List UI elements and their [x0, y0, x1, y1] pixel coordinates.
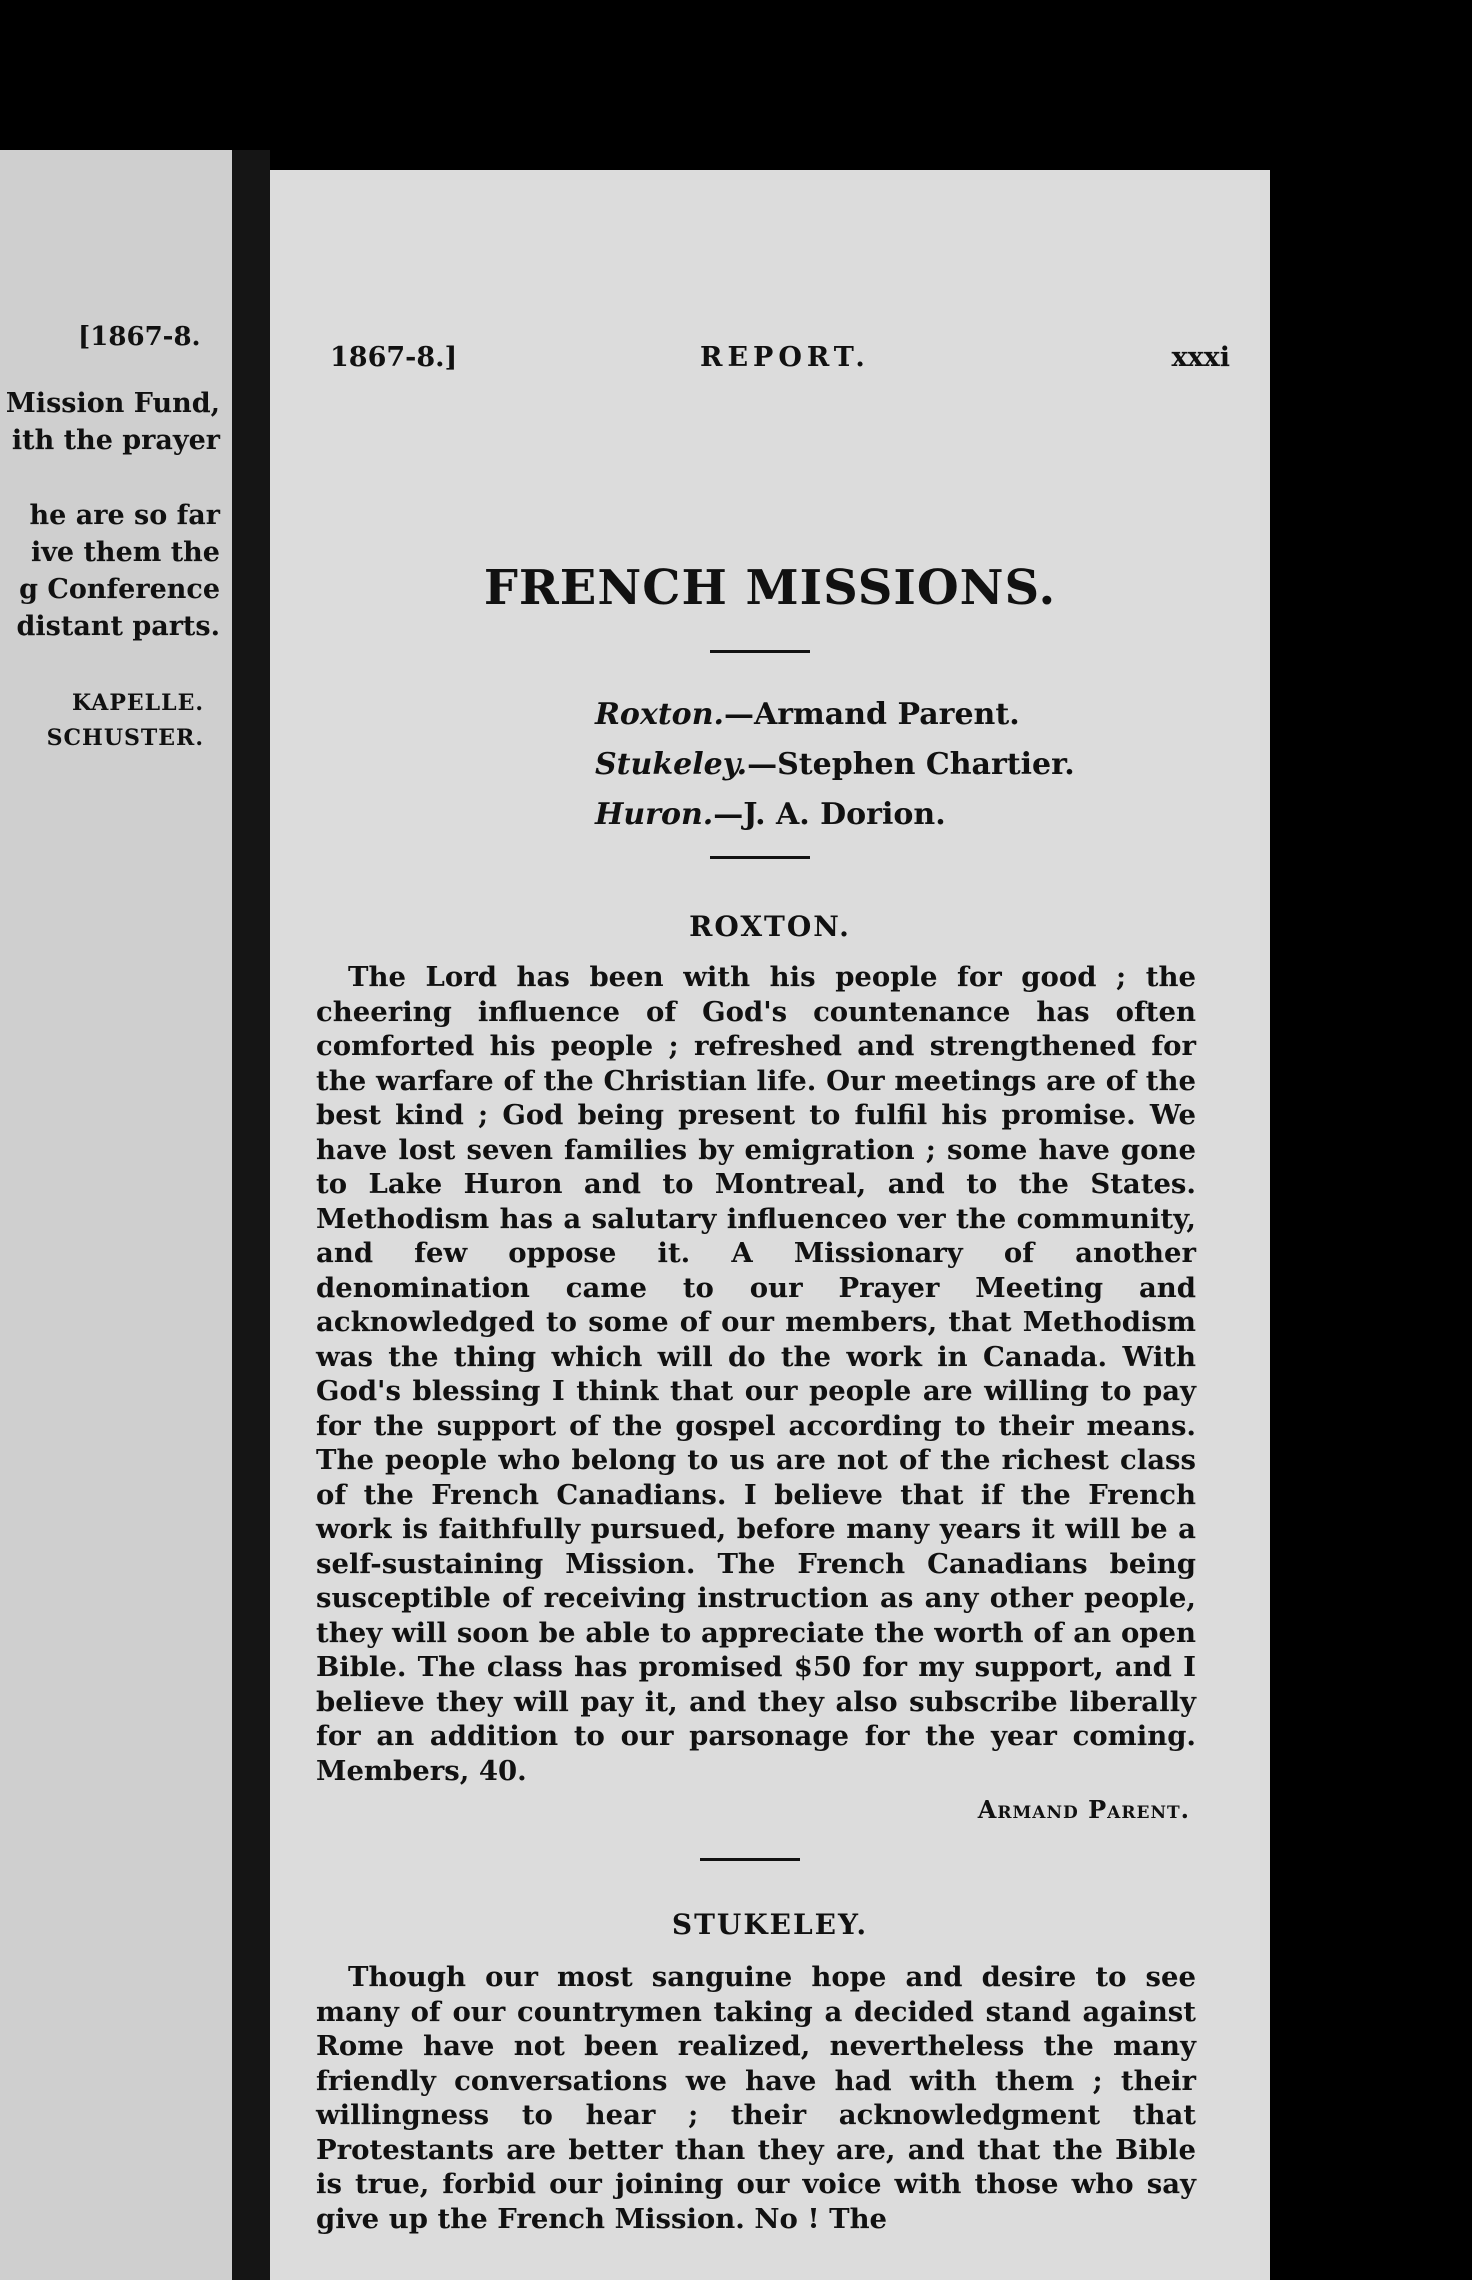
page-number: xxxi [1171, 342, 1230, 373]
section-heading-roxton: ROXTON. [689, 910, 851, 943]
left-page-line: he are so far [29, 500, 220, 531]
divider-rule [700, 1858, 800, 1861]
running-head [330, 342, 1230, 382]
appointment-name: —Armand Parent. [723, 697, 1020, 732]
appointment-place: Roxton. [595, 697, 724, 732]
left-page-line: Mission Fund, [5, 388, 220, 419]
left-page-line: g Conference [19, 574, 220, 605]
appointment-item [595, 790, 1075, 840]
appointment-place: Huron. [595, 797, 714, 832]
page-title: FRENCH MISSIONS. [483, 560, 1057, 616]
book-gutter [232, 150, 270, 2280]
report-page [270, 170, 1270, 2280]
appointment-name: —Stephen Chartier. [747, 747, 1075, 782]
running-head-year: 1867-8.] [330, 342, 458, 373]
left-page-line: distant parts. [16, 611, 220, 642]
left-page-line: ith the prayer [11, 425, 220, 456]
appointment-item [595, 690, 1075, 740]
left-facing-page [0, 150, 232, 2280]
roxton-report-text: The Lord has been with his people for good ; the cheering influence of God's countenance has often comforted his people ; refreshed and strengthened for the warfare of the Christian life. Our meetings are of the best kind ; God being present to fulfil his promise. We have lost seven families by emigration ; some have gone to Lake Huron and to Montreal, and to the States. Methodism has a salutary influenceo ver the community, and few oppose it. A Missionary of another denomination came to our Prayer Meeting and acknowledged to some of our members, that Methodism was the thing which will do the work in Canada. With God's blessing I think that our people are willing to pay for the support of the gospel according to their means. The people who belong to us are not of the richest class of the French Canadians. I believe that if the French work is faithfully pursued, before many years it will be a self-sustaining Mission. The French Canadians being susceptible of receiving instruction as any other people, they will soon be able to appreciate the worth of an open Bible. The class has promised $50 for my support, and I believe they will pay it, and they also subscribe liberally for an addition to our parsonage for the year coming. Members, 40. [316, 961, 1196, 1787]
left-page-line: ive them the [30, 537, 220, 568]
appointment-name: —J. A. Dorion. [713, 797, 946, 832]
appointment-place: Stukeley. [595, 747, 748, 782]
appointment-item [595, 740, 1075, 790]
left-page-header: [1867-8. [78, 322, 201, 352]
divider-rule [710, 650, 810, 653]
divider-rule [710, 856, 810, 859]
running-head-title: REPORT. [700, 342, 870, 373]
left-page-signature: KAPELLE. [72, 690, 204, 716]
left-page-signature: SCHUSTER. [46, 725, 204, 751]
report-signature: Armand Parent. [977, 1795, 1190, 1824]
mission-appointments [595, 690, 1075, 840]
stukeley-report-text: Though our most sanguine hope and desire to see many of our countrymen taking a decided stand against Rome have not been realized, nevertheless the many friendly conversations we have had with them ; their willingness to hear ; their acknowledgment that Protestants are better than they are, and that the Bible is true, forbid our joining our voice with those who say give up the French Mission. No ! The [316, 1961, 1196, 2235]
section-heading-stukeley: STUKELEY. [671, 1908, 869, 1941]
